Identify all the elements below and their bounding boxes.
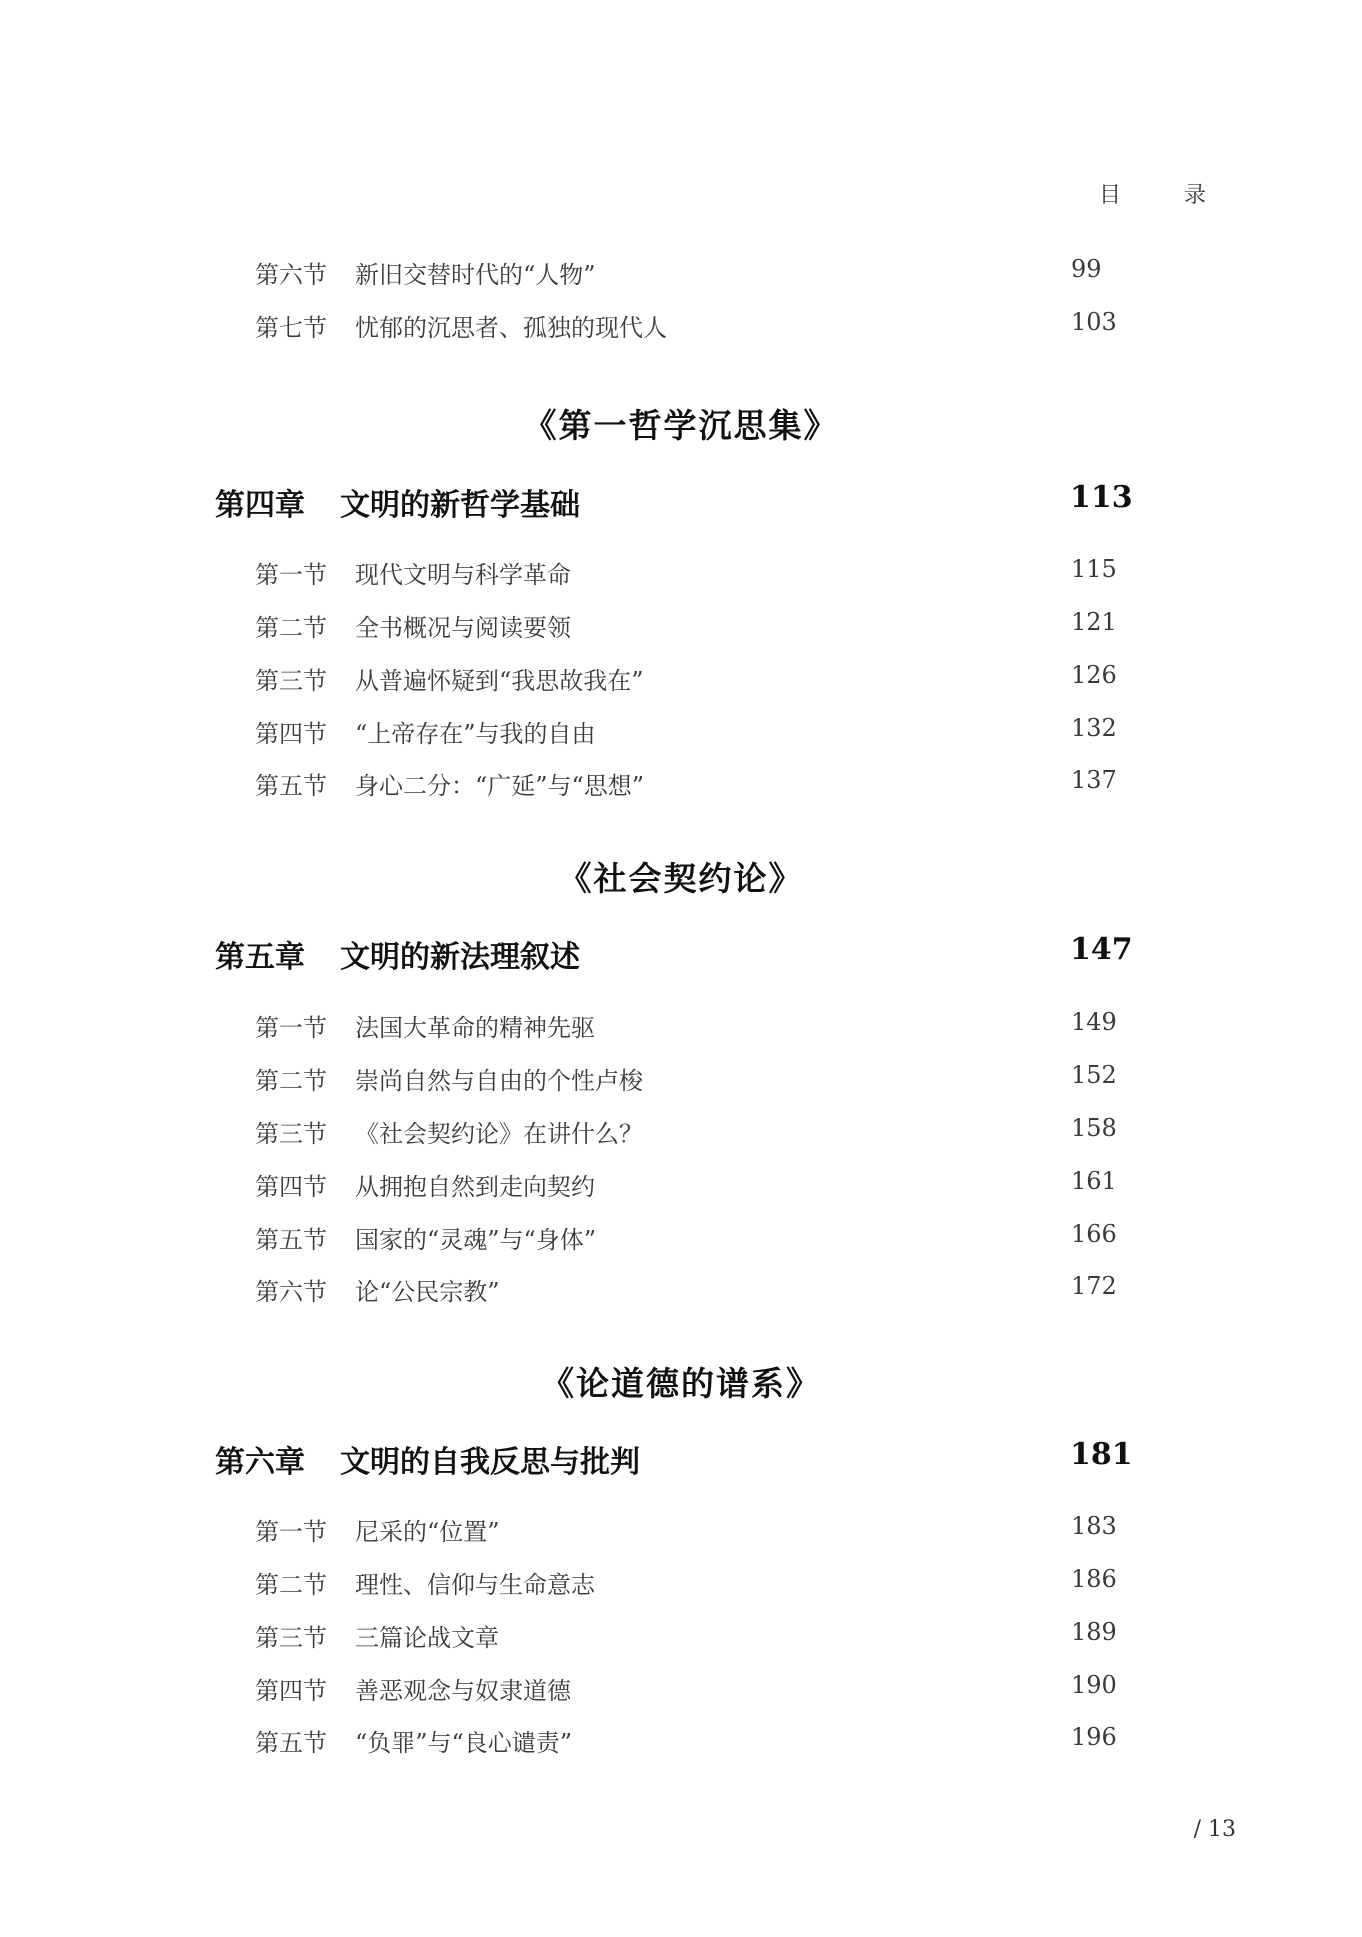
toc-section-row xyxy=(255,1220,1117,1260)
entry-page-number: 183 xyxy=(1071,1512,1117,1540)
page-number: / 13 xyxy=(1193,1817,1236,1842)
entry-label: 第二节 xyxy=(255,614,327,642)
book-heading: 《社会契约论》 xyxy=(558,859,804,898)
entry-page-number: 161 xyxy=(1071,1167,1117,1195)
entry-label: 第四节 xyxy=(255,1677,327,1705)
entry-label: 第三节 xyxy=(255,667,327,695)
toc-section-row xyxy=(255,1167,1117,1207)
entry-label: 第一节 xyxy=(255,1014,327,1042)
entry-label: 第四节 xyxy=(255,1173,327,1201)
entry-title: “上帝存在”与我的自由 xyxy=(355,720,596,748)
entry-label: 第一节 xyxy=(255,561,327,589)
entry-label: 第六节 xyxy=(255,261,327,289)
toc-section-row xyxy=(255,1114,1117,1154)
entry-title: 忧郁的沉思者、孤独的现代人 xyxy=(355,314,667,342)
entry-page-number: 196 xyxy=(1071,1723,1117,1751)
entry-title: 文明的新法理叙述 xyxy=(340,940,580,975)
entry-page-number: 147 xyxy=(1070,932,1133,967)
entry-label: 第一节 xyxy=(255,1518,327,1546)
entry-title: 理性、信仰与生命意志 xyxy=(355,1571,595,1599)
entry-title: 论“公民宗教” xyxy=(355,1278,500,1306)
entry-label: 第四章 xyxy=(215,488,305,523)
toc-section-row xyxy=(255,608,1117,648)
entry-title: 从普遍怀疑到“我思故我在” xyxy=(355,667,644,695)
entry-title: 全书概况与阅读要领 xyxy=(355,614,571,642)
book-heading: 《第一哲学沉思集》 xyxy=(523,406,839,445)
entry-page-number: 189 xyxy=(1071,1618,1117,1646)
entry-page-number: 166 xyxy=(1071,1220,1117,1248)
toc-section-row xyxy=(255,1618,1117,1658)
entry-page-number: 103 xyxy=(1071,308,1117,336)
entry-title: 《社会契约论》在讲什么？ xyxy=(355,1120,643,1148)
entry-title: 从拥抱自然到走向契约 xyxy=(355,1173,595,1201)
entry-page-number: 121 xyxy=(1071,608,1117,636)
entry-title: 三篇论战文章 xyxy=(355,1624,499,1652)
entry-label: 第二节 xyxy=(255,1571,327,1599)
toc-section-row xyxy=(255,1061,1117,1101)
entry-page-number: 99 xyxy=(1071,255,1102,283)
entry-page-number: 172 xyxy=(1071,1272,1117,1300)
toc-section-row xyxy=(255,1565,1117,1605)
toc-section-row xyxy=(255,661,1117,701)
entry-title: 尼采的“位置” xyxy=(355,1518,500,1546)
entry-label: 第五节 xyxy=(255,1729,327,1757)
toc-section-row xyxy=(255,1512,1117,1552)
entry-page-number: 137 xyxy=(1071,766,1117,794)
entry-page-number: 152 xyxy=(1071,1061,1117,1089)
entry-page-number: 149 xyxy=(1071,1008,1117,1036)
entry-title: 新旧交替时代的“人物” xyxy=(355,261,596,289)
entry-page-number: 186 xyxy=(1071,1565,1117,1593)
entry-page-number: 158 xyxy=(1071,1114,1117,1142)
toc-section-row xyxy=(255,1671,1117,1711)
entry-page-number: 190 xyxy=(1071,1671,1117,1699)
running-header: 目 录 xyxy=(1099,183,1234,208)
entry-page-number: 113 xyxy=(1070,480,1133,515)
entry-label: 第五章 xyxy=(215,940,305,975)
entry-label: 第五节 xyxy=(255,772,327,800)
entry-page-number: 132 xyxy=(1071,714,1117,742)
toc-section-row xyxy=(255,1723,1117,1763)
entry-title: 文明的自我反思与批判 xyxy=(340,1445,640,1480)
entry-title: “负罪”与“良心谴责” xyxy=(355,1729,573,1757)
toc-section-row xyxy=(255,1272,1117,1312)
entry-page-number: 126 xyxy=(1071,661,1117,689)
entry-page-number: 115 xyxy=(1071,555,1117,583)
entry-title: 国家的“灵魂”与“身体” xyxy=(355,1226,597,1254)
entry-page-number: 181 xyxy=(1070,1437,1133,1472)
book-heading: 《论道德的谱系》 xyxy=(541,1364,821,1403)
entry-label: 第五节 xyxy=(255,1226,327,1254)
entry-title: 身心二分：“广延”与“思想” xyxy=(355,772,645,800)
toc-section-row xyxy=(255,555,1117,595)
toc-chapter-row xyxy=(215,932,1133,976)
toc-chapter-row xyxy=(215,1437,1133,1481)
entry-title: 崇尚自然与自由的个性卢梭 xyxy=(355,1067,643,1095)
entry-label: 第六章 xyxy=(215,1445,305,1480)
entry-label: 第六节 xyxy=(255,1278,327,1306)
entry-label: 第三节 xyxy=(255,1120,327,1148)
entry-title: 文明的新哲学基础 xyxy=(340,488,580,523)
toc-section-row xyxy=(255,1008,1117,1048)
entry-label: 第四节 xyxy=(255,720,327,748)
toc-chapter-row xyxy=(215,480,1133,524)
entry-label: 第三节 xyxy=(255,1624,327,1652)
entry-title: 法国大革命的精神先驱 xyxy=(355,1014,595,1042)
entry-title: 现代文明与科学革命 xyxy=(355,561,571,589)
entry-label: 第二节 xyxy=(255,1067,327,1095)
entry-label: 第七节 xyxy=(255,314,327,342)
toc-section-row xyxy=(255,766,1117,806)
toc-section-row xyxy=(255,308,1117,348)
toc-section-row xyxy=(255,255,1112,295)
toc-section-row xyxy=(255,714,1117,754)
entry-title: 善恶观念与奴隶道德 xyxy=(355,1677,571,1705)
